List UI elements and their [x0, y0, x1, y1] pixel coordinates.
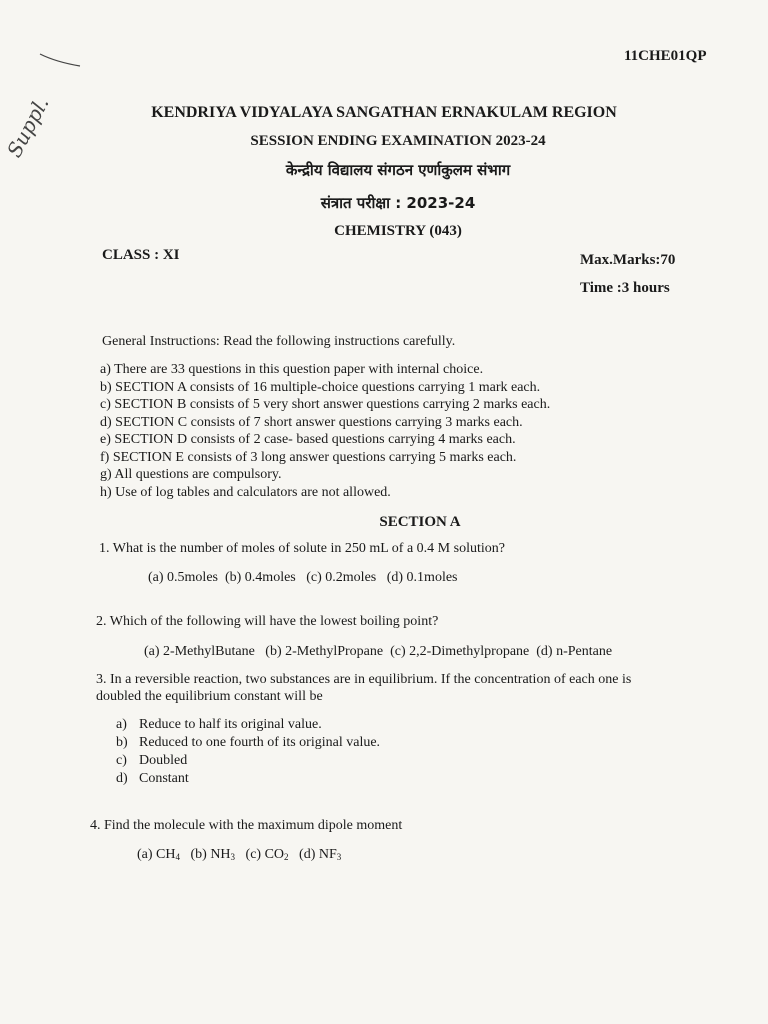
option-a: (a) $CH_4$ — [137, 847, 180, 862]
instructions-list — [100, 361, 550, 501]
handwritten-dash-mark — [36, 48, 84, 72]
question-4: 4. Find the molecule with the maximum dipole moment — [90, 818, 403, 833]
option-row: d) Constant — [116, 771, 189, 786]
section-a-title: SECTION A — [379, 514, 461, 530]
paper-code: 11CHE01QP — [624, 48, 707, 64]
exam-title-hindi: संत्रात परीक्षा : 2023-24 — [320, 194, 476, 212]
option-c: (c) $CO_2$ — [245, 847, 289, 862]
instruction-item: b) SECTION A consists of 16 multiple-choice questions carrying 1 mark each. — [100, 379, 541, 395]
class-label: CLASS : XI — [102, 247, 180, 263]
instruction-item: f) SECTION E consists of 3 long answer questions carrying 5 marks each. — [100, 449, 517, 465]
max-marks: Max.Marks:70 — [580, 252, 676, 268]
option-d: (d) $NF_3$ — [299, 847, 342, 862]
question-1-options: (a) 0.5moles (b) 0.4moles (c) 0.2moles (d) 0.1moles — [148, 570, 458, 585]
exam-title: SESSION ENDING EXAMINATION 2023-24 — [250, 133, 546, 149]
organization-title: KENDRIYA VIDYALAYA SANGATHAN ERNAKULAM REGION — [151, 104, 617, 121]
question-3-line-2: doubled the equilibrium constant will be — [96, 689, 323, 704]
instruction-item: g) All questions are compulsory. — [100, 467, 282, 482]
instruction-item: c) SECTION B consists of 5 very short answer questions carrying 2 marks each. — [100, 397, 551, 412]
question-2: 2. Which of the following will have the lowest boiling point? — [96, 614, 439, 629]
subject-title: CHEMISTRY (043) — [334, 223, 462, 239]
question-1: 1. What is the number of moles of solute in 250 mL of a 0.4 M solution? — [99, 541, 505, 556]
instruction-item: d) SECTION C consists of 7 short answer questions carrying 3 marks each. — [100, 414, 523, 430]
instruction-item: e) SECTION D consists of 2 case- based questions carrying 4 marks each. — [100, 432, 516, 447]
instruction-item: a) There are 33 questions in this question paper with internal choice. — [100, 362, 484, 377]
instructions-heading: General Instructions: Read the following instructions carefully. — [102, 334, 456, 349]
organization-title-hindi: केन्द्रीय विद्यालय संगठन एर्णाकुलम संभाग — [285, 161, 511, 179]
handwritten-note: Suppl. — [2, 92, 54, 162]
question-2-options: (a) 2-MethylButane (b) 2-MethylPropane (c) 2,2-Dimethylpropane (d) n-Pentane — [144, 644, 613, 659]
option-row: a) Reduce to half its original value. — [116, 717, 322, 732]
option-b: (b) $NH_3$ — [190, 847, 236, 862]
exam-duration: Time :3 hours — [580, 280, 670, 296]
question-4-options — [137, 847, 341, 863]
question-3-options — [116, 716, 380, 788]
question-3-line-1: 3. In a reversible reaction, two substances are in equilibrium. If the concentration of each one is — [96, 672, 632, 687]
instruction-item: h) Use of log tables and calculators are not allowed. — [100, 484, 391, 500]
option-row: c) Doubled — [116, 753, 188, 768]
option-row: b) Reduced to one fourth of its original value. — [116, 735, 381, 750]
